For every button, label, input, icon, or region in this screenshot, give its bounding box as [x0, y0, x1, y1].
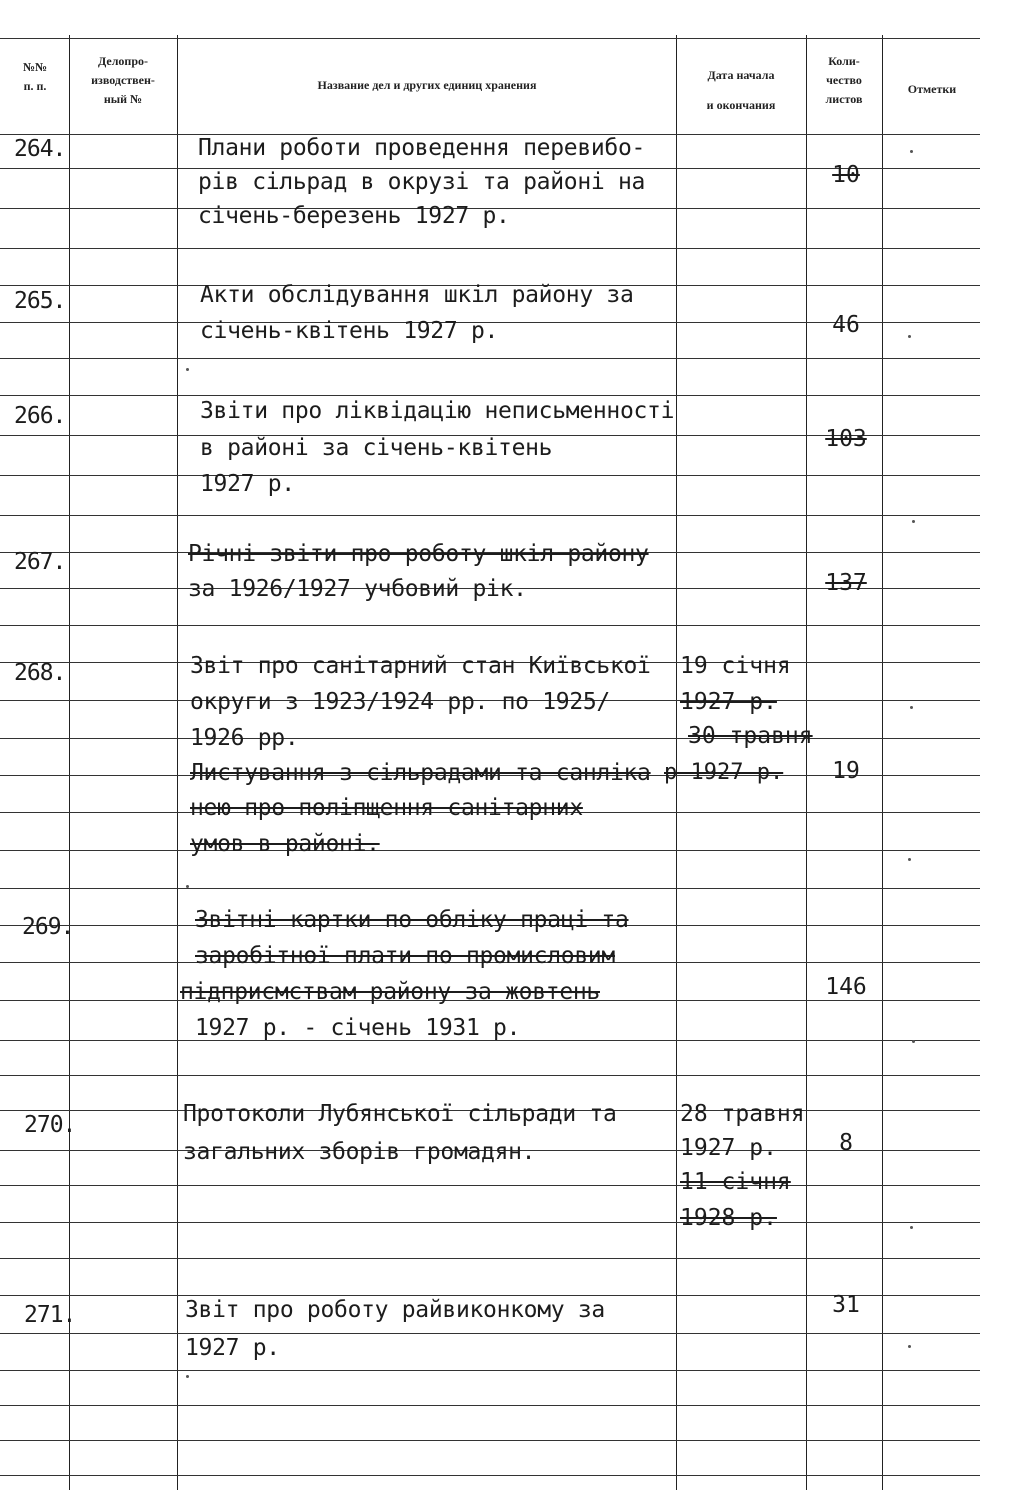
row-date-line: 19 січня: [680, 653, 791, 679]
row-number: 265.: [14, 288, 66, 314]
row-title-line: загальних зборів громадян.: [183, 1139, 536, 1165]
row-date-line: 1927 р.: [680, 1135, 777, 1161]
row-title-line: Листування з сільрадами та санліка: [190, 760, 651, 786]
row-sheets: 31: [832, 1292, 860, 1318]
scan-speck: [186, 1375, 189, 1378]
ruled-line: [0, 358, 980, 359]
row-date-line: р-1927 р.: [664, 760, 784, 785]
row-sheets: 137: [825, 570, 867, 596]
ruled-line: [0, 248, 980, 249]
ruled-line: [0, 1333, 980, 1334]
scan-speck: [908, 858, 911, 861]
scan-speck: [910, 150, 913, 153]
row-title-line: рів сільрад в окрузі та районі на: [198, 169, 646, 195]
row-title-line: умов в районі.: [190, 831, 380, 857]
row-title-line: 1927 р. - січень 1931 р.: [195, 1015, 521, 1041]
ruled-line: [0, 1185, 980, 1186]
ruled-line: [0, 625, 980, 626]
row-title-line: заробітної плати по промисловим: [195, 943, 615, 969]
row-title-line: Звіти про ліквідацію неписьменності: [200, 398, 675, 424]
row-title-line: округи з 1923/1924 рр. по 1925/: [190, 689, 610, 715]
row-sheets: 10: [832, 162, 860, 188]
scan-speck: [186, 885, 189, 888]
ruled-line: [0, 1258, 980, 1259]
row-date-line: 11 січня: [680, 1169, 791, 1195]
row-title-line: Звіт про роботу райвиконкому за: [185, 1297, 605, 1323]
row-title-line: Протоколи Лубянської сільради та: [183, 1101, 617, 1127]
row-title-line: Річні звіти про роботу шкіл району: [188, 541, 649, 567]
scan-speck: [908, 335, 911, 338]
header-num: №№ п. п.: [22, 60, 48, 93]
scan-speck: [186, 368, 189, 371]
row-sheets: 8: [839, 1130, 853, 1156]
row-title-line: за 1926/1927 учбовий рік.: [188, 576, 527, 602]
row-title-line: січень-березень 1927 р.: [198, 203, 510, 229]
scan-speck: [910, 1226, 913, 1229]
row-number: 264.: [14, 136, 66, 162]
row-number: 270.: [24, 1112, 76, 1138]
column-rule: [177, 35, 178, 1490]
row-sheets: 103: [825, 426, 867, 452]
row-title-line: 1927 р.: [185, 1335, 280, 1361]
ruled-line: [0, 1475, 980, 1476]
ruled-line: [0, 1370, 980, 1371]
row-date-line: 1927 р.: [680, 689, 777, 715]
row-number: 268.: [14, 660, 66, 686]
header-title: Название дел и других единиц хранения: [317, 78, 537, 92]
row-title-line: 1927 р.: [200, 471, 295, 497]
row-title-line: січень-квітень 1927 р.: [200, 318, 499, 344]
scan-speck: [912, 520, 915, 523]
column-rule: [806, 35, 807, 1490]
row-number: 267.: [14, 549, 66, 575]
header-sheets: Коли- чество листов: [825, 54, 863, 106]
row-number: 269.: [22, 914, 74, 940]
row-title-line: Плани роботи проведення перевибо-: [198, 135, 646, 161]
ruled-line: [0, 850, 980, 851]
column-rule: [69, 35, 70, 1490]
ruled-line: [0, 515, 980, 516]
row-number: 266.: [14, 403, 66, 429]
ruled-line: [0, 1440, 980, 1441]
row-sheets: 46: [832, 312, 860, 338]
row-title-line: Акти обслідування шкіл району за: [200, 282, 634, 308]
row-title-line: в районі за січень-квітень: [200, 435, 553, 461]
header-top-rule: [0, 38, 980, 39]
row-title-line: Звіт про санітарний стан Київської: [190, 653, 651, 679]
scan-speck: [910, 706, 913, 709]
ruled-line: [0, 738, 980, 739]
row-sheets: 19: [832, 758, 860, 784]
ruled-line: [0, 1222, 980, 1223]
header-office-num: Делопро- изводствен- ный №: [91, 54, 155, 106]
row-title-line: підприємствам району за жовтень: [180, 979, 600, 1005]
row-date-line: 28 травня: [680, 1101, 805, 1127]
row-sheets: 146: [825, 974, 867, 1000]
header-dates: Дата начала и окончания: [706, 68, 776, 112]
ruled-line: [0, 888, 980, 889]
ruled-line: [0, 1075, 980, 1076]
row-title-line: нею про поліпщення санітарних: [190, 795, 583, 821]
row-date-line: 30 травня: [688, 723, 813, 749]
scan-speck: [908, 1345, 911, 1348]
ruled-line: [0, 1405, 980, 1406]
row-number: 271.: [24, 1302, 76, 1328]
ruled-line: [0, 475, 980, 476]
scan-speck: [912, 1040, 915, 1043]
row-date-line: 1928 р.: [680, 1205, 777, 1231]
header-notes: Отметки: [907, 82, 957, 96]
row-title-line: 1926 рр.: [190, 725, 299, 751]
row-title-line: Звітні картки по обліку праці та: [195, 907, 629, 933]
